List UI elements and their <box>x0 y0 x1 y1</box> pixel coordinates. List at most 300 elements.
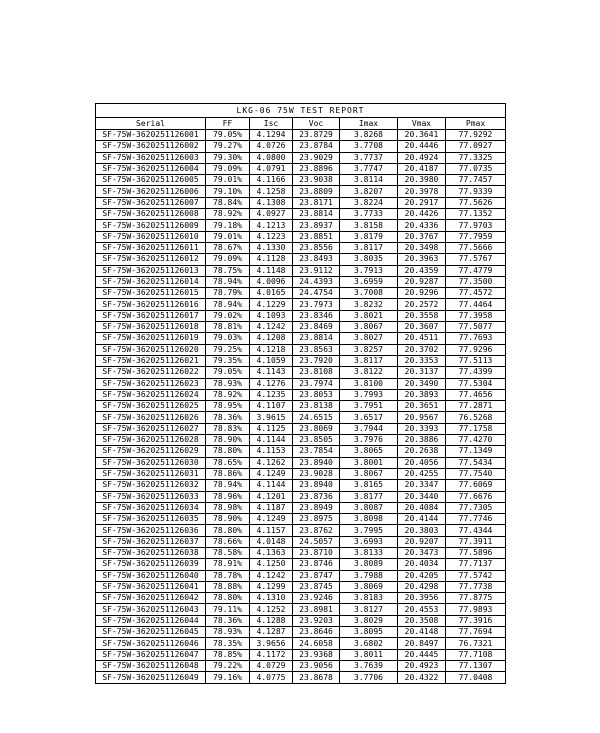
serial-cell: SF-75W-3620251126038 <box>96 547 206 558</box>
serial-cell: SF-75W-3620251126018 <box>96 322 206 333</box>
value-cell: 3.7008 <box>340 288 398 299</box>
value-cell: 78.96% <box>206 491 250 502</box>
value-cell: 4.1249 <box>250 514 293 525</box>
value-cell: 3.8183 <box>340 593 398 604</box>
value-cell: 76.7321 <box>446 638 506 649</box>
table-row <box>96 502 506 513</box>
value-cell: 23.8814 <box>293 209 340 220</box>
value-cell: 20.2572 <box>398 299 446 310</box>
value-cell: 77.1352 <box>446 209 506 220</box>
serial-cell: SF-75W-3620251126010 <box>96 231 206 242</box>
serial-cell: SF-75W-3620251126049 <box>96 672 206 684</box>
value-cell: 4.1107 <box>250 401 293 412</box>
value-cell: 24.6058 <box>293 638 340 649</box>
value-cell: 77.6069 <box>446 480 506 491</box>
value-cell: 4.0729 <box>250 660 293 671</box>
value-cell: 20.3651 <box>398 401 446 412</box>
value-cell: 78.93% <box>206 627 250 638</box>
table-row <box>96 468 506 479</box>
serial-cell: SF-75W-3620251126005 <box>96 175 206 186</box>
value-cell: 77.9296 <box>446 344 506 355</box>
value-cell: 77.1307 <box>446 660 506 671</box>
value-cell: 77.9893 <box>446 604 506 615</box>
column-header-vmax: Vmax <box>398 118 446 130</box>
value-cell: 3.8065 <box>340 446 398 457</box>
value-cell: 77.3325 <box>446 152 506 163</box>
table-row <box>96 333 506 344</box>
value-cell: 23.8563 <box>293 344 340 355</box>
value-cell: 4.1157 <box>250 525 293 536</box>
value-cell: 4.1187 <box>250 502 293 513</box>
value-cell: 4.0165 <box>250 288 293 299</box>
value-cell: 20.3137 <box>398 367 446 378</box>
value-cell: 77.4464 <box>446 299 506 310</box>
value-cell: 23.8729 <box>293 130 340 141</box>
value-cell: 23.8851 <box>293 231 340 242</box>
table-row <box>96 152 506 163</box>
title-row <box>96 104 506 118</box>
value-cell: 20.9296 <box>398 288 446 299</box>
value-cell: 3.7976 <box>340 435 398 446</box>
value-cell: 23.9056 <box>293 660 340 671</box>
value-cell: 23.8940 <box>293 457 340 468</box>
value-cell: 4.1223 <box>250 231 293 242</box>
value-cell: 20.3978 <box>398 186 446 197</box>
value-cell: 20.3490 <box>398 378 446 389</box>
value-cell: 23.8346 <box>293 310 340 321</box>
value-cell: 78.35% <box>206 638 250 649</box>
value-cell: 23.8736 <box>293 491 340 502</box>
value-cell: 20.3498 <box>398 242 446 253</box>
value-cell: 24.6515 <box>293 412 340 423</box>
value-cell: 77.0927 <box>446 141 506 152</box>
value-cell: 3.8114 <box>340 175 398 186</box>
value-cell: 20.4336 <box>398 220 446 231</box>
value-cell: 4.1153 <box>250 446 293 457</box>
value-cell: 77.5434 <box>446 457 506 468</box>
serial-cell: SF-75W-3620251126046 <box>96 638 206 649</box>
value-cell: 3.8127 <box>340 604 398 615</box>
value-cell: 3.7951 <box>340 401 398 412</box>
value-cell: 20.8497 <box>398 638 446 649</box>
value-cell: 20.4445 <box>398 649 446 660</box>
serial-cell: SF-75W-3620251126023 <box>96 378 206 389</box>
value-cell: 20.3767 <box>398 231 446 242</box>
column-header-ff: FF <box>206 118 250 130</box>
value-cell: 78.91% <box>206 559 250 570</box>
value-cell: 4.1144 <box>250 435 293 446</box>
serial-cell: SF-75W-3620251126006 <box>96 186 206 197</box>
value-cell: 3.6802 <box>340 638 398 649</box>
value-cell: 23.7854 <box>293 446 340 457</box>
value-cell: 20.4553 <box>398 604 446 615</box>
value-cell: 4.1276 <box>250 378 293 389</box>
value-cell: 77.5077 <box>446 322 506 333</box>
value-cell: 4.0791 <box>250 163 293 174</box>
value-cell: 79.09% <box>206 163 250 174</box>
value-cell: 77.8775 <box>446 593 506 604</box>
serial-cell: SF-75W-3620251126014 <box>96 276 206 287</box>
value-cell: 78.86% <box>206 468 250 479</box>
value-cell: 3.8232 <box>340 299 398 310</box>
value-cell: 20.4426 <box>398 209 446 220</box>
value-cell: 78.67% <box>206 242 250 253</box>
value-cell: 78.92% <box>206 209 250 220</box>
value-cell: 20.4298 <box>398 581 446 592</box>
value-cell: 20.9567 <box>398 412 446 423</box>
value-cell: 3.8179 <box>340 231 398 242</box>
value-cell: 77.3958 <box>446 310 506 321</box>
value-cell: 4.1172 <box>250 649 293 660</box>
value-cell: 20.3473 <box>398 547 446 558</box>
value-cell: 77.4399 <box>446 367 506 378</box>
value-cell: 4.0775 <box>250 672 293 684</box>
column-header-isc: Isc <box>250 118 293 130</box>
value-cell: 23.8762 <box>293 525 340 536</box>
value-cell: 3.8207 <box>340 186 398 197</box>
table-row <box>96 276 506 287</box>
value-cell: 4.1235 <box>250 389 293 400</box>
value-cell: 77.4344 <box>446 525 506 536</box>
value-cell: 4.1310 <box>250 593 293 604</box>
value-cell: 20.3393 <box>398 423 446 434</box>
value-cell: 78.81% <box>206 322 250 333</box>
value-cell: 78.93% <box>206 378 250 389</box>
value-cell: 23.9038 <box>293 175 340 186</box>
value-cell: 4.1218 <box>250 344 293 355</box>
value-cell: 3.8117 <box>340 242 398 253</box>
value-cell: 4.1294 <box>250 130 293 141</box>
value-cell: 4.1330 <box>250 242 293 253</box>
value-cell: 77.7694 <box>446 627 506 638</box>
value-cell: 23.8940 <box>293 480 340 491</box>
value-cell: 20.4148 <box>398 627 446 638</box>
value-cell: 23.8975 <box>293 514 340 525</box>
value-cell: 77.9703 <box>446 220 506 231</box>
value-cell: 78.92% <box>206 389 250 400</box>
value-cell: 4.1128 <box>250 254 293 265</box>
value-cell: 3.8165 <box>340 480 398 491</box>
table-row <box>96 322 506 333</box>
value-cell: 20.4205 <box>398 570 446 581</box>
value-cell: 3.7913 <box>340 265 398 276</box>
serial-cell: SF-75W-3620251126002 <box>96 141 206 152</box>
value-cell: 20.3963 <box>398 254 446 265</box>
value-cell: 77.5113 <box>446 355 506 366</box>
value-cell: 20.3886 <box>398 435 446 446</box>
value-cell: 23.8171 <box>293 197 340 208</box>
value-cell: 23.8678 <box>293 672 340 684</box>
table-row <box>96 163 506 174</box>
table-row <box>96 435 506 446</box>
value-cell: 20.3347 <box>398 480 446 491</box>
value-cell: 77.5742 <box>446 570 506 581</box>
table-row <box>96 570 506 581</box>
serial-cell: SF-75W-3620251126040 <box>96 570 206 581</box>
value-cell: 4.1242 <box>250 322 293 333</box>
value-cell: 20.4446 <box>398 141 446 152</box>
table-row <box>96 423 506 434</box>
value-cell: 77.4656 <box>446 389 506 400</box>
value-cell: 77.9339 <box>446 186 506 197</box>
table-row <box>96 401 506 412</box>
value-cell: 4.0927 <box>250 209 293 220</box>
value-cell: 77.3911 <box>446 536 506 547</box>
table-row <box>96 536 506 547</box>
value-cell: 20.4924 <box>398 152 446 163</box>
table-row <box>96 514 506 525</box>
value-cell: 3.8087 <box>340 502 398 513</box>
value-cell: 77.0735 <box>446 163 506 174</box>
value-cell: 78.66% <box>206 536 250 547</box>
serial-cell: SF-75W-3620251126021 <box>96 355 206 366</box>
column-header-pmax: Pmax <box>446 118 506 130</box>
value-cell: 4.0726 <box>250 141 293 152</box>
value-cell: 3.8011 <box>340 649 398 660</box>
value-cell: 79.30% <box>206 152 250 163</box>
value-cell: 23.8493 <box>293 254 340 265</box>
serial-cell: SF-75W-3620251126028 <box>96 435 206 446</box>
value-cell: 3.8067 <box>340 468 398 479</box>
table-row <box>96 344 506 355</box>
value-cell: 79.03% <box>206 333 250 344</box>
column-header-serial: Serial <box>96 118 206 130</box>
value-cell: 3.8122 <box>340 367 398 378</box>
value-cell: 23.8809 <box>293 186 340 197</box>
serial-cell: SF-75W-3620251126025 <box>96 401 206 412</box>
value-cell: 3.8067 <box>340 322 398 333</box>
value-cell: 23.8746 <box>293 559 340 570</box>
serial-cell: SF-75W-3620251126020 <box>96 344 206 355</box>
value-cell: 78.80% <box>206 593 250 604</box>
value-cell: 4.1143 <box>250 367 293 378</box>
value-cell: 3.8268 <box>340 130 398 141</box>
table-row <box>96 220 506 231</box>
serial-cell: SF-75W-3620251126008 <box>96 209 206 220</box>
value-cell: 78.75% <box>206 265 250 276</box>
value-cell: 3.7639 <box>340 660 398 671</box>
value-cell: 4.1308 <box>250 197 293 208</box>
value-cell: 4.1059 <box>250 355 293 366</box>
value-cell: 3.8098 <box>340 514 398 525</box>
value-cell: 23.8505 <box>293 435 340 446</box>
value-cell: 3.8177 <box>340 491 398 502</box>
serial-cell: SF-75W-3620251126037 <box>96 536 206 547</box>
value-cell: 79.16% <box>206 672 250 684</box>
value-cell: 20.3980 <box>398 175 446 186</box>
serial-cell: SF-75W-3620251126032 <box>96 480 206 491</box>
value-cell: 77.1758 <box>446 423 506 434</box>
value-cell: 77.5767 <box>446 254 506 265</box>
value-cell: 77.7540 <box>446 468 506 479</box>
serial-cell: SF-75W-3620251126033 <box>96 491 206 502</box>
value-cell: 20.9287 <box>398 276 446 287</box>
table-row <box>96 446 506 457</box>
value-cell: 77.5896 <box>446 547 506 558</box>
value-cell: 20.2638 <box>398 446 446 457</box>
value-cell: 79.25% <box>206 344 250 355</box>
value-cell: 23.9029 <box>293 152 340 163</box>
value-cell: 3.8029 <box>340 615 398 626</box>
value-cell: 3.8089 <box>340 559 398 570</box>
value-cell: 77.5304 <box>446 378 506 389</box>
value-cell: 77.2871 <box>446 401 506 412</box>
value-cell: 78.88% <box>206 581 250 592</box>
value-cell: 77.7693 <box>446 333 506 344</box>
test-report-table <box>95 103 506 684</box>
value-cell: 23.8646 <box>293 627 340 638</box>
value-cell: 23.8981 <box>293 604 340 615</box>
value-cell: 78.79% <box>206 288 250 299</box>
value-cell: 77.6676 <box>446 491 506 502</box>
value-cell: 23.7974 <box>293 378 340 389</box>
table-row <box>96 559 506 570</box>
value-cell: 3.6959 <box>340 276 398 287</box>
table-row <box>96 547 506 558</box>
value-cell: 23.8053 <box>293 389 340 400</box>
table-row <box>96 604 506 615</box>
value-cell: 23.8138 <box>293 401 340 412</box>
value-cell: 4.1148 <box>250 265 293 276</box>
value-cell: 78.36% <box>206 412 250 423</box>
value-cell: 3.8257 <box>340 344 398 355</box>
value-cell: 79.05% <box>206 367 250 378</box>
value-cell: 20.3803 <box>398 525 446 536</box>
serial-cell: SF-75W-3620251126012 <box>96 254 206 265</box>
value-cell: 77.5666 <box>446 242 506 253</box>
table-row <box>96 378 506 389</box>
value-cell: 4.0148 <box>250 536 293 547</box>
serial-cell: SF-75W-3620251126034 <box>96 502 206 513</box>
value-cell: 4.0096 <box>250 276 293 287</box>
value-cell: 4.1252 <box>250 604 293 615</box>
table-row <box>96 627 506 638</box>
value-cell: 23.8937 <box>293 220 340 231</box>
value-cell: 23.9368 <box>293 649 340 660</box>
value-cell: 3.8224 <box>340 197 398 208</box>
value-cell: 20.3558 <box>398 310 446 321</box>
table-row <box>96 130 506 141</box>
value-cell: 23.9028 <box>293 468 340 479</box>
value-cell: 3.8095 <box>340 627 398 638</box>
value-cell: 23.8745 <box>293 581 340 592</box>
table-row <box>96 367 506 378</box>
value-cell: 20.4255 <box>398 468 446 479</box>
value-cell: 77.7738 <box>446 581 506 592</box>
value-cell: 77.1349 <box>446 446 506 457</box>
serial-cell: SF-75W-3620251126036 <box>96 525 206 536</box>
serial-cell: SF-75W-3620251126042 <box>96 593 206 604</box>
value-cell: 3.8133 <box>340 547 398 558</box>
value-cell: 3.7737 <box>340 152 398 163</box>
value-cell: 79.01% <box>206 231 250 242</box>
value-cell: 79.22% <box>206 660 250 671</box>
value-cell: 23.9112 <box>293 265 340 276</box>
value-cell: 79.05% <box>206 130 250 141</box>
table-row <box>96 175 506 186</box>
value-cell: 23.9246 <box>293 593 340 604</box>
serial-cell: SF-75W-3620251126041 <box>96 581 206 592</box>
value-cell: 23.8814 <box>293 333 340 344</box>
value-cell: 3.7988 <box>340 570 398 581</box>
value-cell: 3.8001 <box>340 457 398 468</box>
value-cell: 78.94% <box>206 299 250 310</box>
value-cell: 79.02% <box>206 310 250 321</box>
value-cell: 20.3508 <box>398 615 446 626</box>
value-cell: 79.10% <box>206 186 250 197</box>
value-cell: 20.3893 <box>398 389 446 400</box>
value-cell: 3.7944 <box>340 423 398 434</box>
value-cell: 4.1213 <box>250 220 293 231</box>
value-cell: 23.8949 <box>293 502 340 513</box>
value-cell: 23.8747 <box>293 570 340 581</box>
table-row <box>96 649 506 660</box>
value-cell: 3.8117 <box>340 355 398 366</box>
table-row <box>96 310 506 321</box>
serial-cell: SF-75W-3620251126029 <box>96 446 206 457</box>
value-cell: 79.09% <box>206 254 250 265</box>
value-cell: 77.7137 <box>446 559 506 570</box>
table-row <box>96 615 506 626</box>
value-cell: 3.7995 <box>340 525 398 536</box>
value-cell: 79.27% <box>206 141 250 152</box>
value-cell: 20.4923 <box>398 660 446 671</box>
table-row <box>96 242 506 253</box>
serial-cell: SF-75W-3620251126011 <box>96 242 206 253</box>
value-cell: 3.8035 <box>340 254 398 265</box>
serial-cell: SF-75W-3620251126039 <box>96 559 206 570</box>
serial-cell: SF-75W-3620251126003 <box>96 152 206 163</box>
value-cell: 4.1363 <box>250 547 293 558</box>
value-cell: 23.8069 <box>293 423 340 434</box>
column-header-row <box>96 118 506 130</box>
value-cell: 4.1229 <box>250 299 293 310</box>
value-cell: 20.3956 <box>398 593 446 604</box>
value-cell: 77.3916 <box>446 615 506 626</box>
value-cell: 20.4359 <box>398 265 446 276</box>
value-cell: 23.7973 <box>293 299 340 310</box>
table-row <box>96 480 506 491</box>
table-row <box>96 593 506 604</box>
value-cell: 4.1125 <box>250 423 293 434</box>
serial-cell: SF-75W-3620251126044 <box>96 615 206 626</box>
value-cell: 3.7733 <box>340 209 398 220</box>
value-cell: 79.18% <box>206 220 250 231</box>
serial-cell: SF-75W-3620251126027 <box>96 423 206 434</box>
value-cell: 3.7706 <box>340 672 398 684</box>
table-row <box>96 209 506 220</box>
value-cell: 77.7108 <box>446 649 506 660</box>
value-cell: 78.98% <box>206 502 250 513</box>
value-cell: 77.9292 <box>446 130 506 141</box>
table-row <box>96 265 506 276</box>
value-cell: 78.36% <box>206 615 250 626</box>
value-cell: 76.5268 <box>446 412 506 423</box>
value-cell: 78.84% <box>206 197 250 208</box>
value-cell: 78.85% <box>206 649 250 660</box>
serial-cell: SF-75W-3620251126031 <box>96 468 206 479</box>
value-cell: 77.7746 <box>446 514 506 525</box>
value-cell: 79.11% <box>206 604 250 615</box>
column-header-voc: Voc <box>293 118 340 130</box>
value-cell: 3.7747 <box>340 163 398 174</box>
value-cell: 20.2917 <box>398 197 446 208</box>
value-cell: 24.5057 <box>293 536 340 547</box>
table-row <box>96 457 506 468</box>
value-cell: 3.8158 <box>340 220 398 231</box>
serial-cell: SF-75W-3620251126001 <box>96 130 206 141</box>
value-cell: 23.8556 <box>293 242 340 253</box>
